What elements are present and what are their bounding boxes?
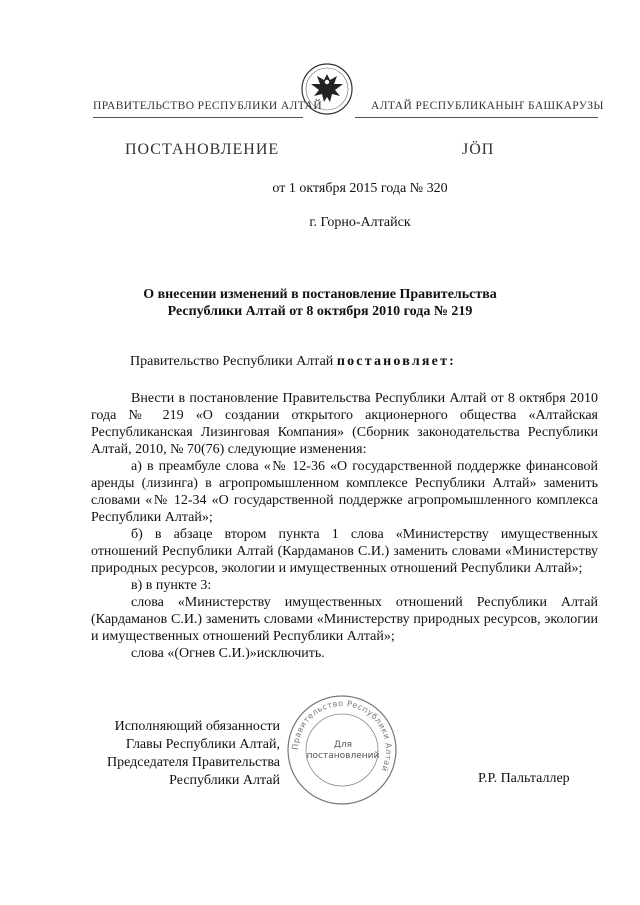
header-divider-right (355, 117, 598, 118)
body-paragraph: б) в абзаце втором пункта 1 слова «Министерству имущественных отношений Республики Алтай (Кардаманов С.И.) заменить словами «Министерству природных ресурсов, экологии и имущественных отношений Республики Алтай»; (91, 527, 598, 576)
header-government-name-alt: АЛТАЙ РЕСПУБЛИКАНЫҤ БАШКАРУЗЫ (371, 100, 604, 112)
document-title (100, 286, 540, 320)
document-type-alt: JÖП (462, 141, 495, 158)
header-government-name-ru: ПРАВИТЕЛЬСТВО РЕСПУБЛИКИ АЛТАЙ (93, 100, 323, 112)
document-date-number: от 1 октября 2015 года № 320 (272, 181, 448, 196)
svg-text:Правительство Республики Алтай: Правительство Республики Алтай (290, 698, 394, 774)
signatory-position-line: Республики Алтай (169, 773, 280, 788)
document-title-line-2: Республики Алтай от 8 октября 2010 года № 219 (167, 304, 473, 319)
signatory-position-line: Председателя Правительства (106, 755, 280, 770)
decree-statement (130, 353, 600, 370)
document-title-line-1: О внесении изменений в постановление Правительства (143, 287, 497, 302)
body-paragraph: а) в преамбуле слова «№ 12-36 «О государственной поддержке финансовой аренды (лизинга) в агропромышленном комплексе Республики Алтай» заменить словами «№ 12-34 «О государственной поддержке агропромышленного комплекса Республики Алтай»; (91, 459, 598, 525)
document-body (91, 390, 598, 662)
stamp-center-line: Для (333, 740, 353, 750)
signatory-position-line: Главы Республики Алтай, (125, 737, 280, 752)
body-paragraph: слова «(Огнев С.И.)»исключить. (131, 646, 325, 661)
decree-verb: постановляет: (336, 354, 457, 369)
header-divider-left (93, 117, 303, 118)
body-paragraph: в) в пункте 3: (131, 578, 212, 593)
body-paragraph: Внести в постановление Правительства Республики Алтай от 8 октября 2010 года № 219 «О создании открытого акционерного общества «Алтайская Республиканская Лизинговая Компания» (Сборник законодательства Республики Алтай, 2010, № 70(76) следующие изменения: (91, 391, 598, 457)
stamp-center-text (303, 740, 383, 762)
signatory-name: Р.Р. Пальталлер (478, 771, 570, 786)
body-paragraph: слова «Министерству имущественных отношений Республики Алтай (Кардаманов С.И.) заменить словами «Министерству природных ресурсов, экологии и имущественных отношений Республики Алтай»; (91, 595, 598, 644)
stamp-center-line: постановлений (306, 751, 380, 761)
signatory-position (92, 718, 280, 790)
decree-prefix: Правительство Республики Алтай (130, 354, 334, 369)
document-city: г. Горно-Алтайск (309, 215, 411, 230)
document-type-ru: ПОСТАНОВЛЕНИЕ (125, 141, 280, 158)
signatory-position-line: Исполняющий обязанности (114, 719, 280, 734)
